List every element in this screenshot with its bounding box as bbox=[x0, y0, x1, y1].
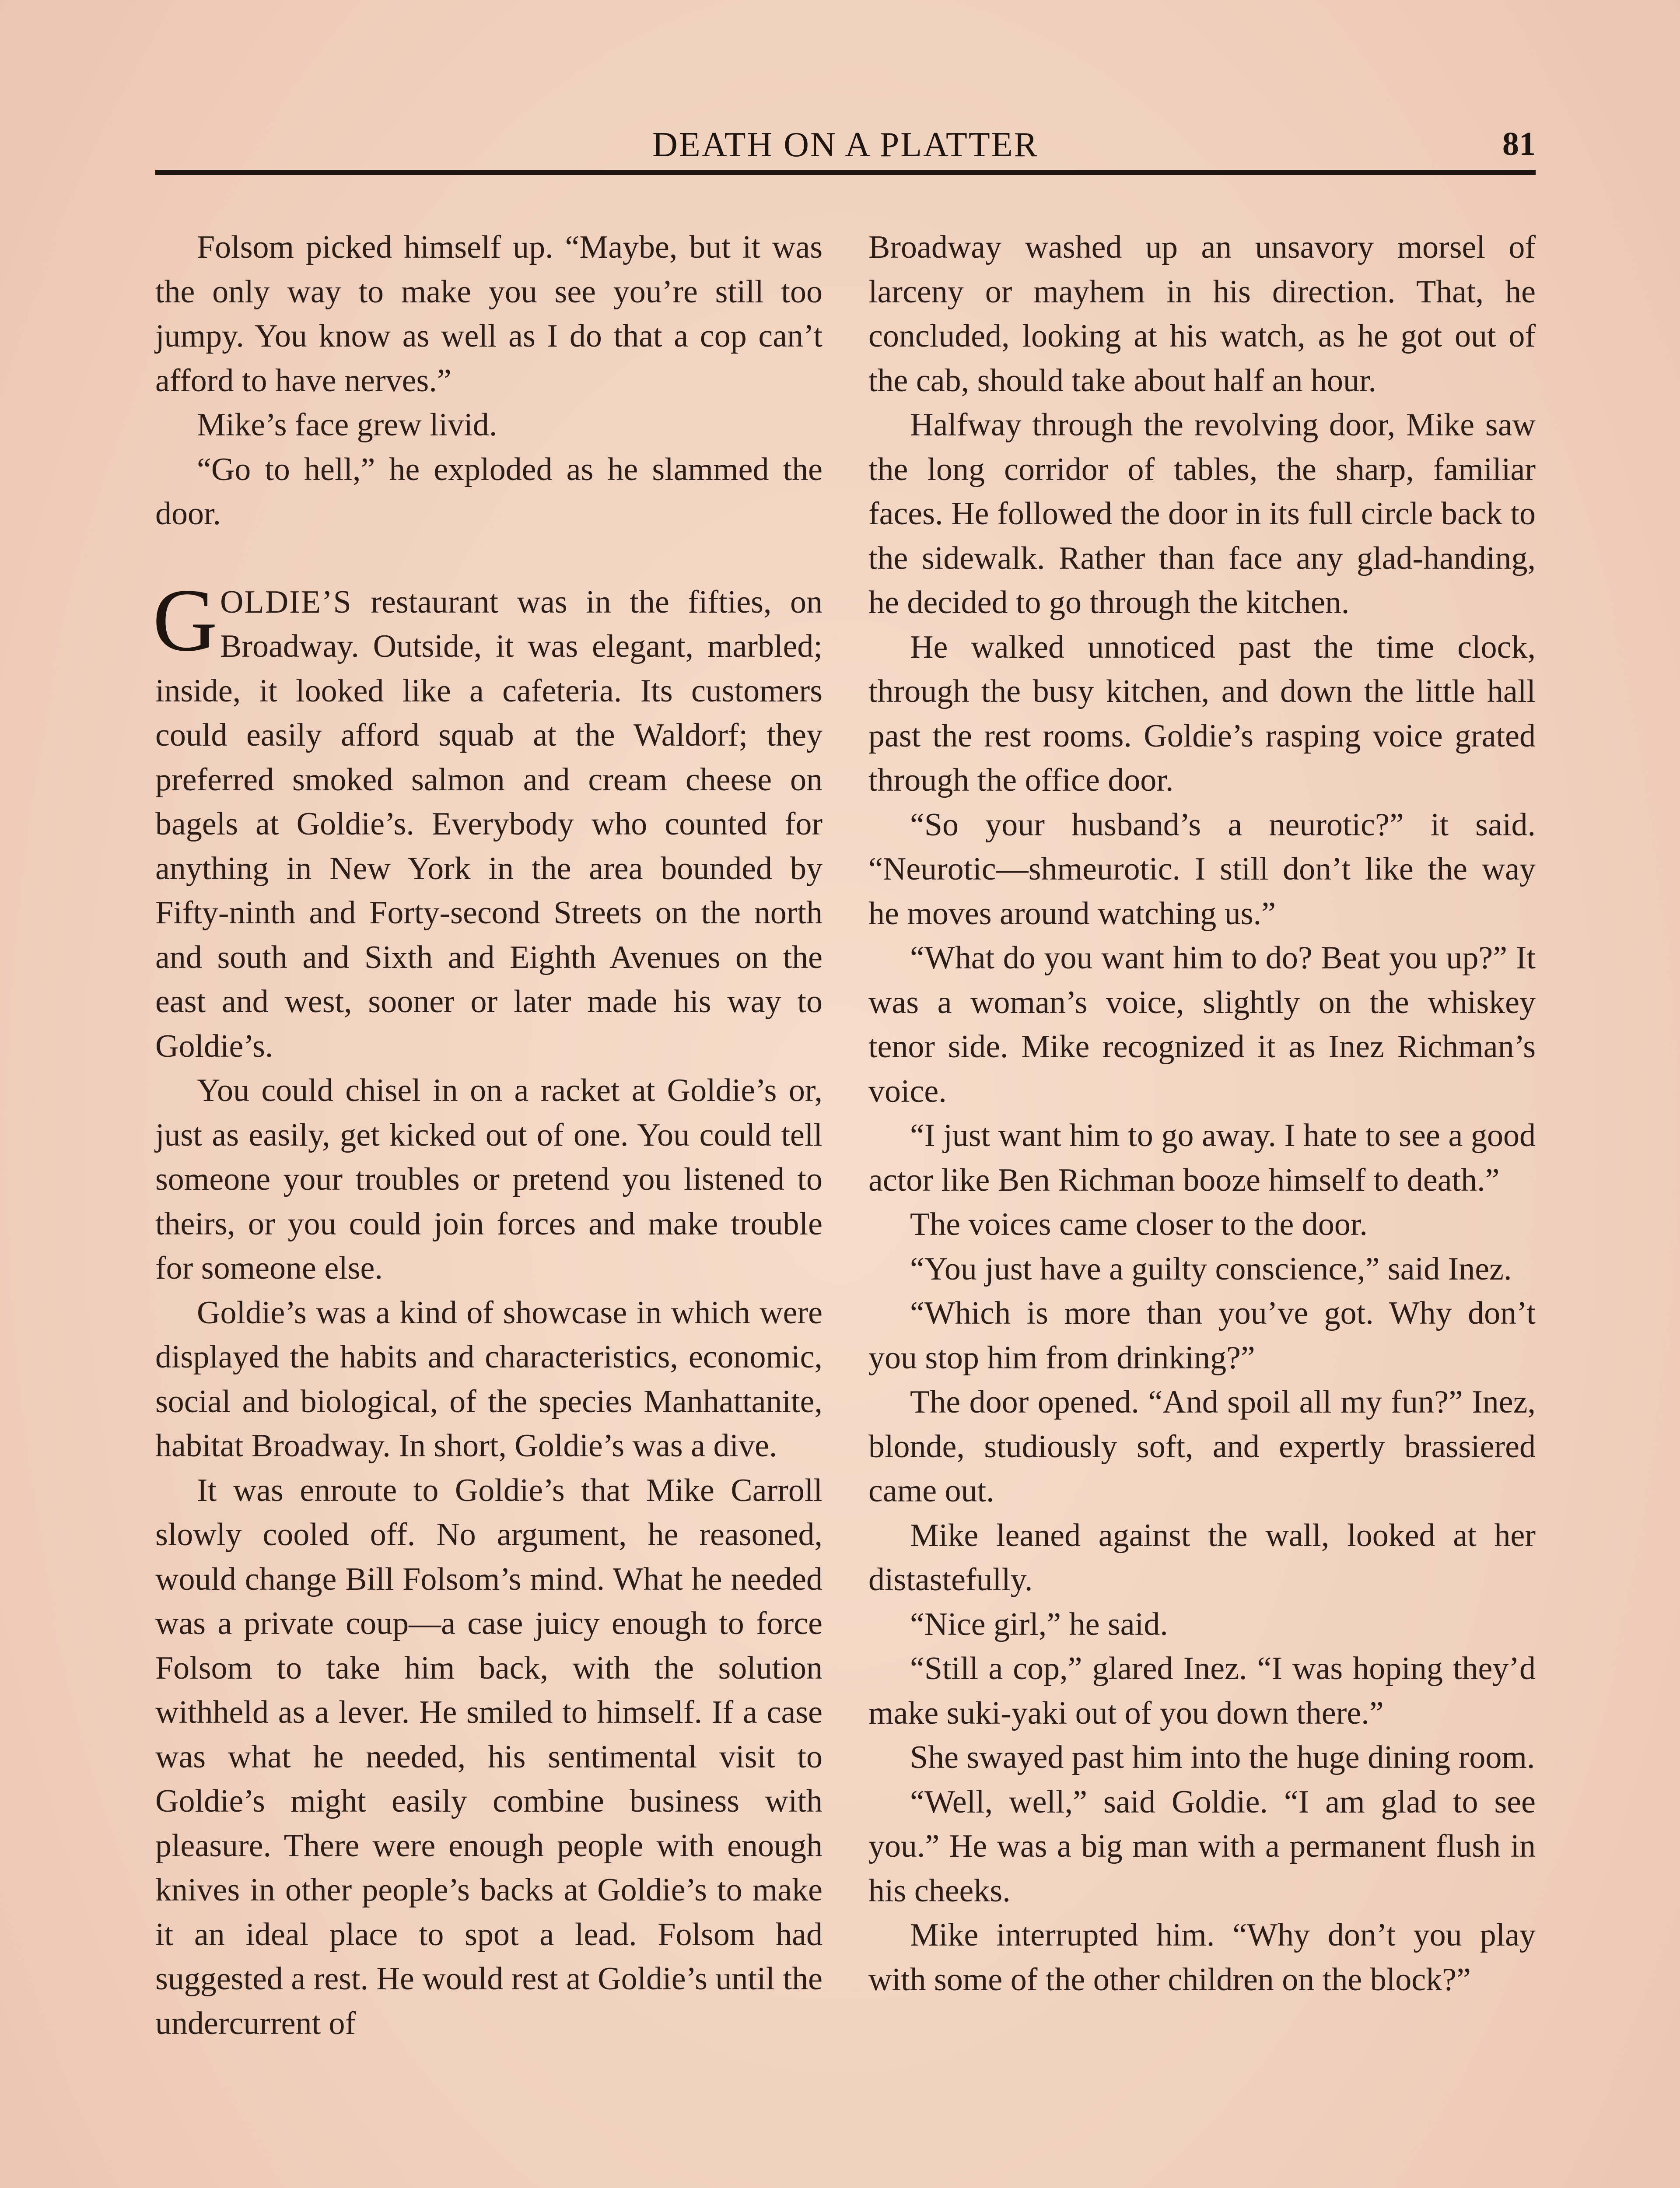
paragraph: “I just want him to go away. I hate to see a good actor like Ben Richman booze himself to death.” bbox=[868, 1118, 1536, 1198]
paragraph: It was enroute to Goldie’s that Mike Carroll slowly cooled off. No argument, he reasoned, would change Bill Folsom’s mind. What he needed was a private coup—a case juicy enough to force Folsom to take him back, with the solution withheld as a lever. He smiled to himself. If a case was what he needed, his sentimental visit to Goldie’s might easily combine business with pleasure. There were enough people with enough knives in other people’s backs at Goldie’s to make it an ideal place to spot a lead. Folsom had suggested a rest. He would rest at Goldie’s until the undercurrent of bbox=[155, 1472, 822, 2041]
paragraph: “You just have a guilty conscience,” said Inez. bbox=[910, 1251, 1512, 1287]
left-column bbox=[155, 225, 822, 2046]
paragraph: “So your husband’s a neurotic?” it said. “Neurotic—shmeurotic. I still don’t like the way he moves around watching us.” bbox=[868, 806, 1536, 932]
paragraph: You could chisel in on a racket at Goldie’s or, just as easily, get kicked out of one. You could tell someone your troubles or pretend you listened to theirs, or you could join forces and make trouble for someone else. bbox=[155, 1073, 822, 1286]
paragraph-text: restaurant was in the fifties, on Broadway. Outside, it was elegant, marbled; inside, it looked like a cafeteria. Its customers could easily afford squab at the Waldorf; they preferred smoked salmon and cream cheese on bagels at Goldie’s. Everybody who counted for anything in New York in the area bounded by Fifty-ninth and Forty-second Streets on the north and south and Sixth and Eighth Avenues on the east and west, sooner or later made his way to Goldie’s. bbox=[155, 584, 822, 1064]
paragraph: “Go to hell,” he exploded as he slammed the door. bbox=[155, 451, 822, 532]
paragraph: “What do you want him to do? Beat you up?” It was a woman’s voice, slightly on the whiskey tenor side. Mike recognized it as Inez Richman’s voice. bbox=[868, 940, 1536, 1109]
small-caps-word: OLDIE’S bbox=[220, 584, 352, 620]
header-rule bbox=[155, 170, 1536, 175]
story-title: DEATH ON A PLATTER bbox=[652, 126, 1039, 164]
paragraph: Mike leaned against the wall, looked at her distastefully. bbox=[868, 1517, 1536, 1598]
paragraph: He walked unnoticed past the time clock, through the busy kitchen, and down the little hall past the rest rooms. Goldie’s rasping voice grated through the office door. bbox=[868, 629, 1536, 798]
paragraph: Broadway washed up an unsavory morsel of larceny or mayhem in his direction. That, he concluded, looking at his watch, as he got out of the cab, should take about half an hour. bbox=[868, 229, 1536, 399]
paragraph: The door opened. “And spoil all my fun?” Inez, blonde, studiously soft, and expertly brassiered came out. bbox=[868, 1384, 1536, 1509]
drop-cap: G bbox=[153, 570, 218, 670]
paragraph: Goldie’s was a kind of showcase in which were displayed the habits and characteristics, economic, social and biological, of the species Manhattanite, habitat Broadway. In short, Goldie’s was a dive. bbox=[155, 1294, 822, 1464]
running-header bbox=[155, 125, 1536, 169]
paragraph: “Nice girl,” he said. bbox=[910, 1606, 1168, 1642]
paragraph: She swayed past him into the huge dining room. bbox=[910, 1739, 1535, 1775]
right-column bbox=[868, 225, 1536, 2002]
paragraph: Halfway through the revolving door, Mike saw the long corridor of tables, the sharp, familiar faces. He followed the door in its full circle back to the sidewalk. Rather than face any glad-handing, he decided to go through the kitchen. bbox=[868, 407, 1536, 621]
paragraph: Mike interrupted him. “Why don’t you play with some of the other children on the block?” bbox=[868, 1917, 1536, 1998]
paragraph: “Well, well,” said Goldie. “I am glad to see you.” He was a big man with a permanent flush in his cheeks. bbox=[868, 1784, 1536, 1909]
paragraph: Folsom picked himself up. “Maybe, but it was the only way to make you see you’re still too jumpy. You know as well as I do that a cop can’t afford to have nerves.” bbox=[155, 229, 822, 399]
section-opening-paragraph bbox=[153, 570, 822, 1069]
page-number: 81 bbox=[1502, 126, 1536, 162]
paragraph: “Which is more than you’ve got. Why don’t you stop him from drinking?” bbox=[868, 1295, 1536, 1376]
paragraph: “Still a cop,” glared Inez. “I was hoping they’d make suki-yaki out of you down there.” bbox=[868, 1651, 1536, 1731]
paragraph: The voices came closer to the door. bbox=[910, 1206, 1368, 1242]
paragraph: Mike’s face grew livid. bbox=[197, 407, 497, 443]
